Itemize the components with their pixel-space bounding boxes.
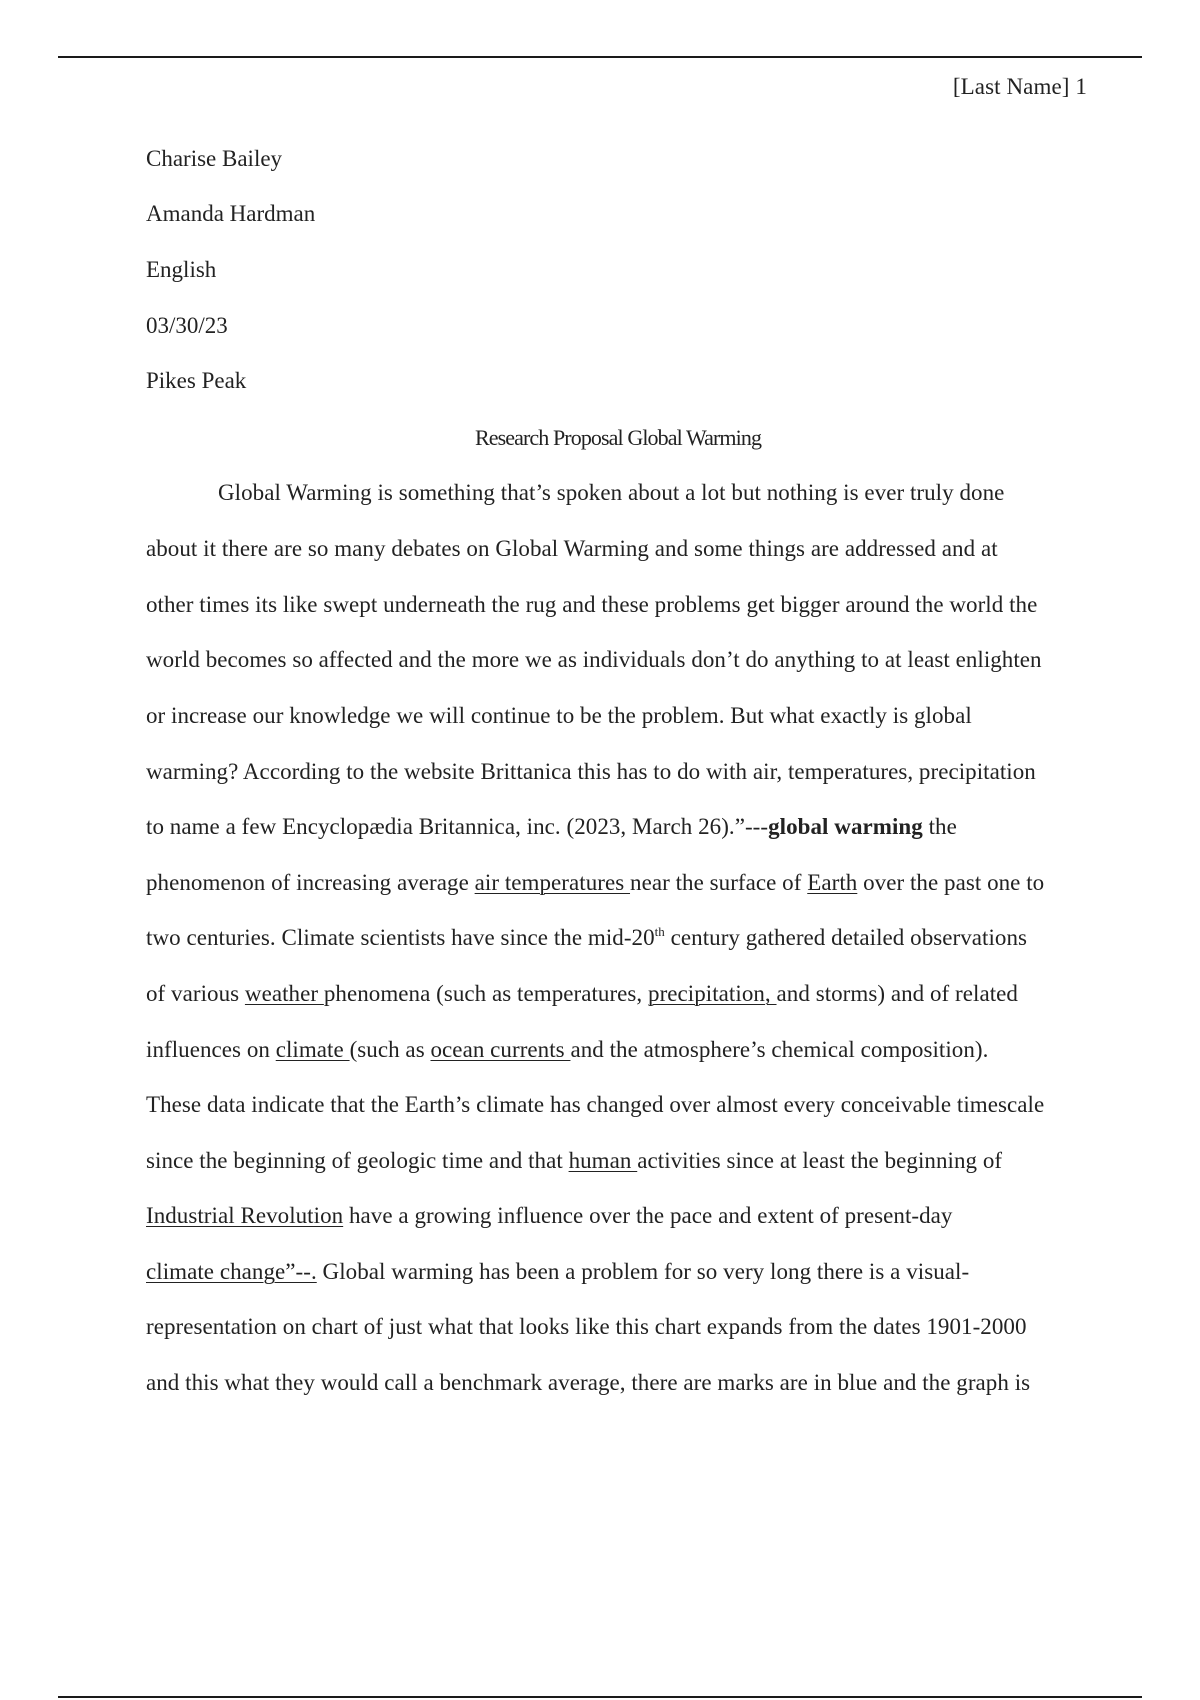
top-page-border <box>58 56 1142 58</box>
body-line: world becomes so affected and the more we as individuals don’t do anything to at least enlighten <box>146 647 1042 672</box>
body-text: and the atmosphere’s chemical composition). <box>570 1037 989 1062</box>
body-line <box>146 1259 969 1285</box>
body-text: activities since at least the beginning of <box>637 1148 1003 1173</box>
body-text: (such as <box>349 1037 431 1062</box>
body-line: or increase our knowledge we will continue to be the problem. But what exactly is global <box>146 703 972 728</box>
body-line <box>146 925 1027 951</box>
bottom-page-border <box>58 1696 1142 1698</box>
link-ocean-currents[interactable]: ocean currents <box>430 1037 571 1062</box>
body-line: other times its like swept underneath the rug and these problems get bigger around the world the <box>146 592 1038 617</box>
link-climate[interactable]: climate <box>275 1037 350 1062</box>
body-line: about it there are so many debates on Global Warming and some things are addressed and at <box>146 536 998 561</box>
body-text: influences on <box>146 1037 276 1062</box>
body-line <box>146 1037 988 1063</box>
body-text: since the beginning of geologic time and that <box>146 1148 569 1173</box>
body-line <box>146 870 1044 896</box>
student-name: Charise Bailey <box>146 146 283 171</box>
school-name: Pikes Peak <box>146 368 247 393</box>
link-precipitation[interactable]: precipitation, <box>648 981 777 1006</box>
body-text: two centuries. Climate scientists have since the mid-20 <box>146 925 655 950</box>
body-line <box>146 814 957 840</box>
bold-term: global warming <box>768 814 923 839</box>
link-air-temperatures[interactable]: air temperatures <box>474 870 631 895</box>
body-line: and this what they would call a benchmark average, there are marks are in blue and the graph is <box>146 1370 1031 1395</box>
body-text: over the past one to <box>857 870 1045 895</box>
body-line <box>146 1203 952 1229</box>
body-line: warming? According to the website Brittanica this has to do with air, temperatures, precipitation <box>146 759 1036 784</box>
link-industrial-revolution[interactable]: Industrial Revolution <box>146 1203 344 1228</box>
link-weather[interactable]: weather <box>244 981 324 1006</box>
body-text: and storms) and of related <box>776 981 1018 1006</box>
body-text: of various <box>146 981 245 1006</box>
instructor-name: Amanda Hardman <box>146 201 316 226</box>
body-line: These data indicate that the Earth’s climate has changed over almost every conceivable timescale <box>146 1092 1045 1117</box>
link-earth[interactable]: Earth <box>807 870 858 895</box>
course-name: English <box>146 257 217 282</box>
body-text: the <box>922 814 957 839</box>
body-text: near the surface of <box>630 870 808 895</box>
body-text: have a growing influence over the pace and extent of present-day <box>343 1203 953 1228</box>
body-text: phenomena (such as temperatures, <box>323 981 649 1006</box>
body-text: century gathered detailed observations <box>664 925 1028 950</box>
link-human[interactable]: human <box>568 1148 638 1173</box>
superscript: th <box>654 924 665 939</box>
page-header: [Last Name] 1 <box>952 74 1087 99</box>
citation-text: to name a few Encyclopædia Britannica, inc. (2023, March 26).”--- <box>146 814 769 839</box>
body-line: representation on chart of just what that looks like this chart expands from the dates 1901-2000 <box>146 1314 1027 1339</box>
body-text: Global warming has been a problem for so very long there is a visual- <box>316 1259 970 1284</box>
body-line: Global Warming is something that’s spoken about a lot but nothing is ever truly done <box>218 480 1005 505</box>
body-text: phenomenon of increasing average <box>146 870 475 895</box>
document-title: Research Proposal Global Warming <box>474 425 762 450</box>
body-line <box>146 1148 1002 1174</box>
link-climate-change[interactable]: climate change”--. <box>146 1259 317 1284</box>
body-line <box>146 981 1018 1007</box>
date-line: 03/30/23 <box>146 313 228 338</box>
